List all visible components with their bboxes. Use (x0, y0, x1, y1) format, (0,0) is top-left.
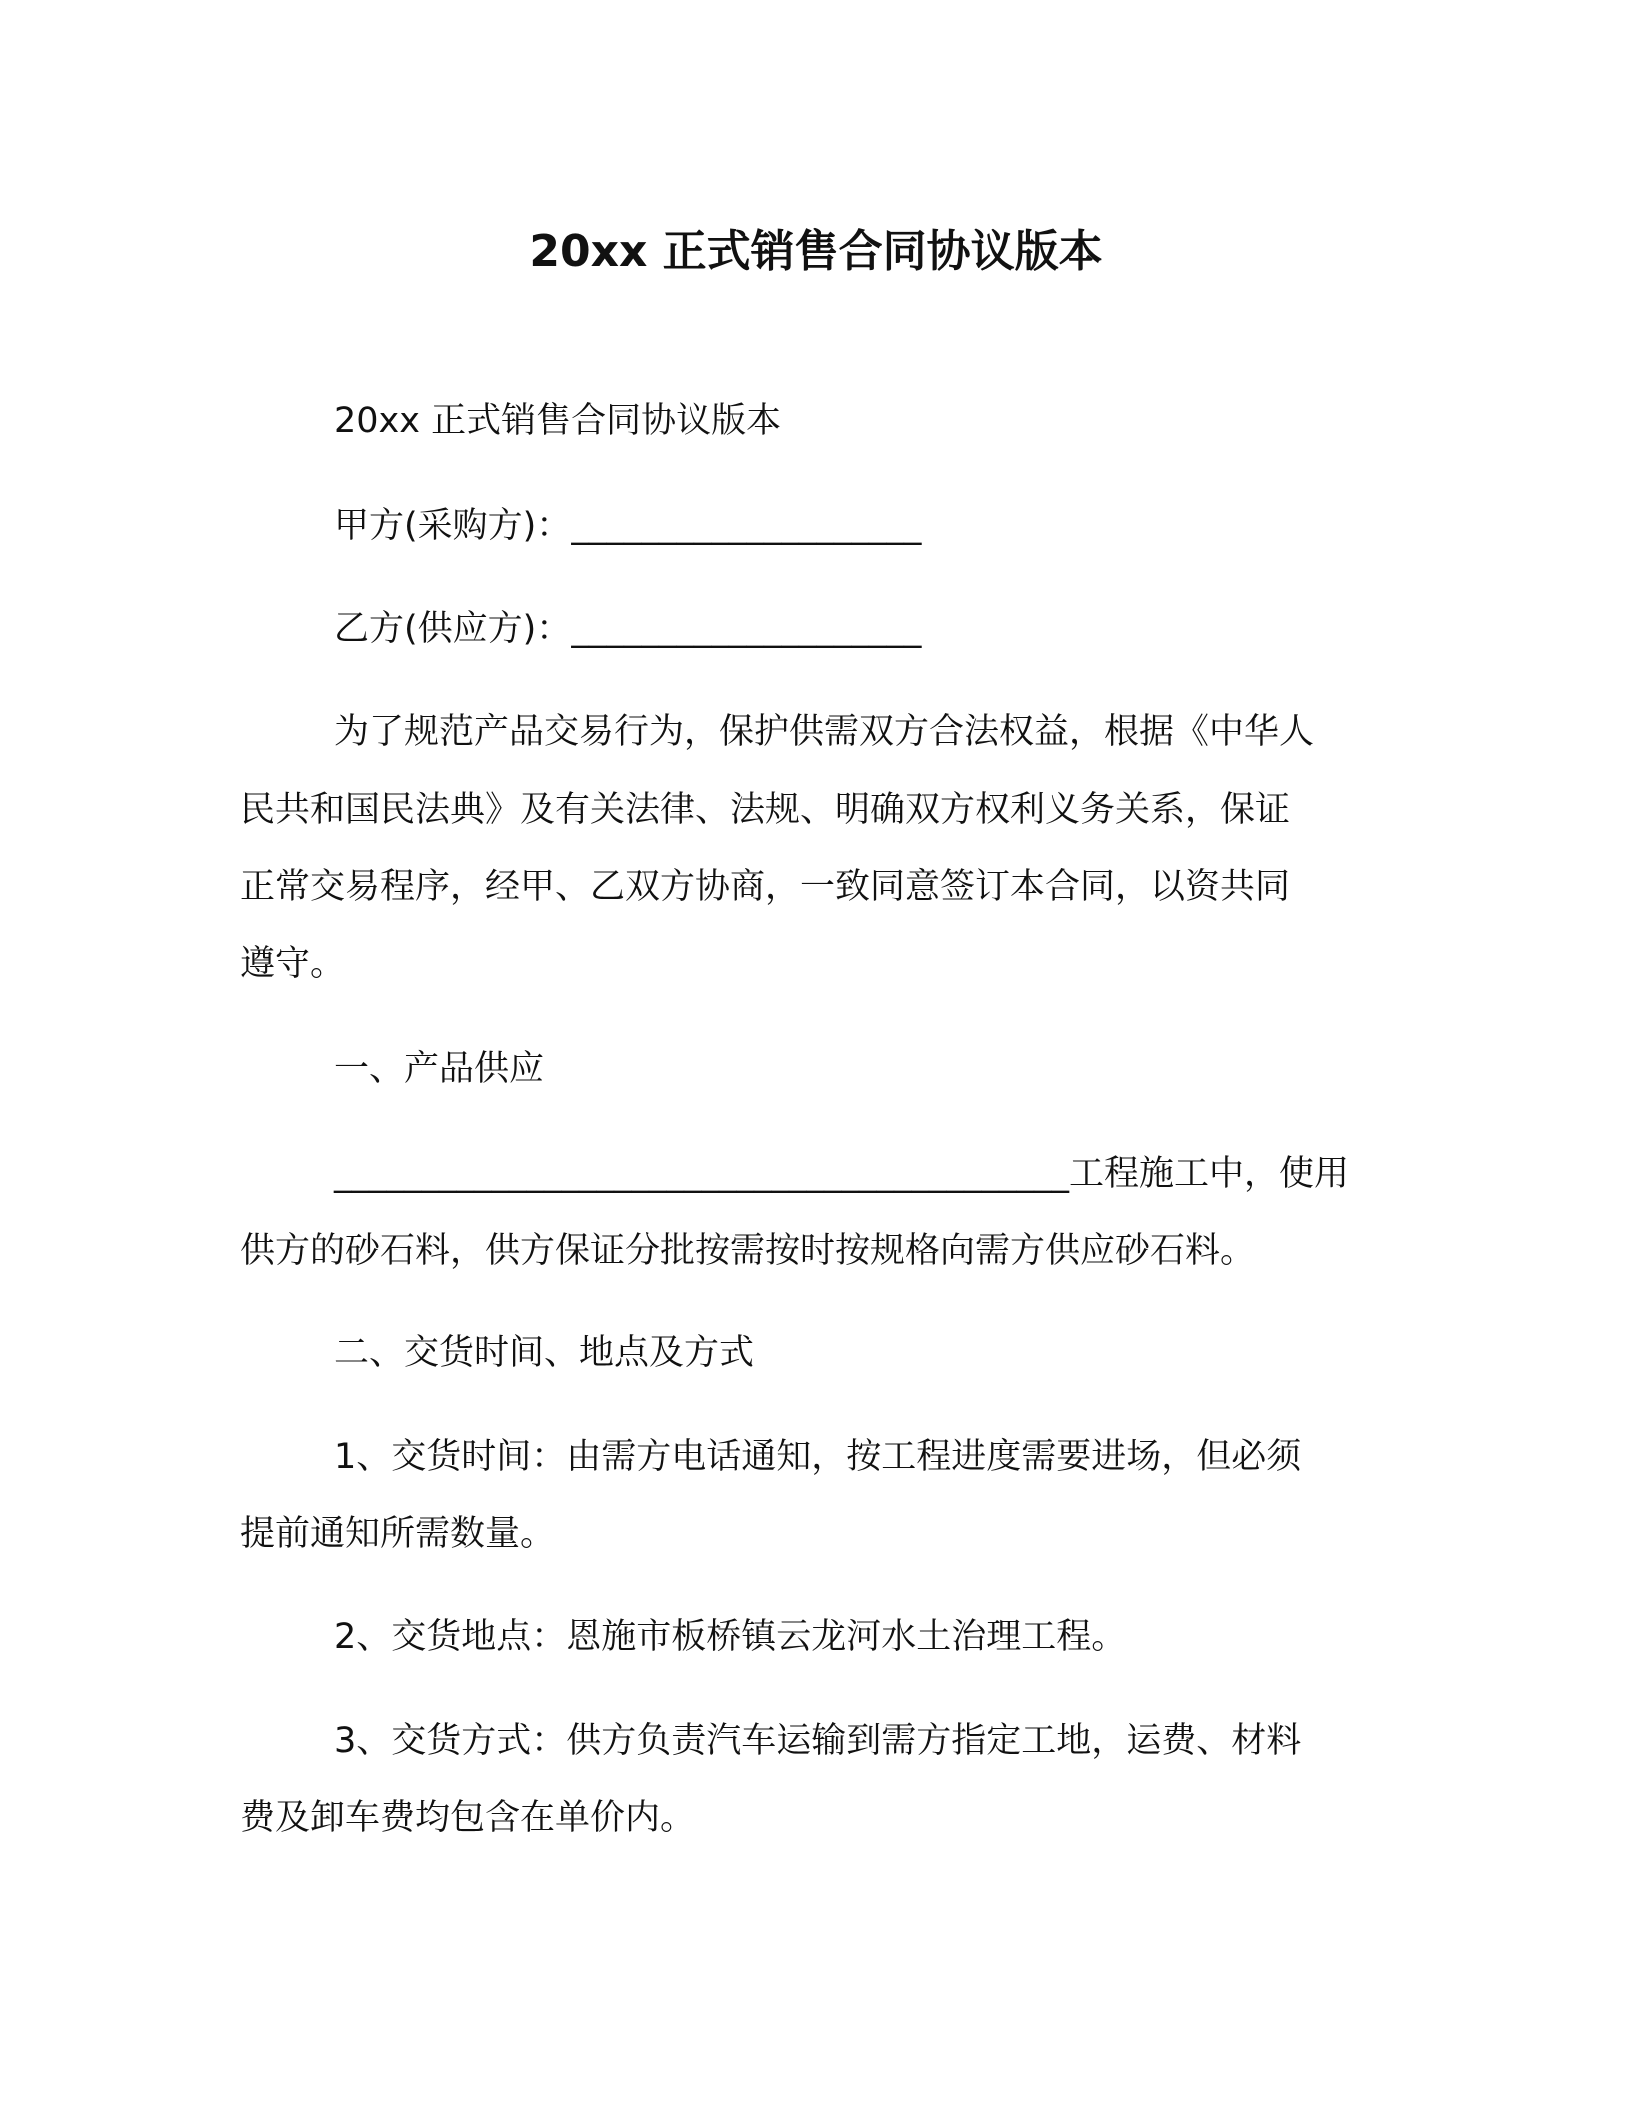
party-a-blank: ____________________ (571, 506, 922, 546)
section-1-heading: 一、产品供应 (334, 1049, 545, 1089)
section-2-item-3-line-1: 3、交货方式：供方负责汽车运输到需方指定工地，运费、材料 (334, 1721, 1302, 1761)
party-b-label: 乙方(供应方)： (334, 609, 572, 649)
party-b-blank: ____________________ (571, 609, 922, 649)
party-b-line (334, 604, 921, 654)
party-a-label: 甲方(采购方)： (334, 506, 572, 546)
section-2-item-2: 2、交货地点：恩施市板桥镇云龙河水土治理工程。 (334, 1617, 1127, 1657)
section-2-heading: 二、交货时间、地点及方式 (334, 1333, 755, 1373)
section-2-item-1-line-1: 1、交货时间：由需方电话通知，按工程进度需要进场，但必须 (334, 1437, 1302, 1477)
section-1-line-2: 供方的砂石料，供方保证分批按需按时按规格向需方供应砂石料。 (240, 1231, 1256, 1271)
section-2-item-1-line-2: 提前通知所需数量。 (240, 1514, 556, 1554)
preamble-line-3: 正常交易程序，经甲、乙双方协商，一致同意签订本合同，以资共同 (240, 867, 1291, 907)
document-title: 20xx 正式销售合同协议版本 (529, 226, 1103, 277)
section-1-blank: __________________________________________ (334, 1154, 1069, 1194)
document-subtitle: 20xx 正式销售合同协议版本 (334, 401, 782, 441)
party-a-line (334, 501, 921, 551)
section-1-text-1: 工程施工中，使用 (1069, 1154, 1350, 1194)
preamble-line-1: 为了规范产品交易行为，保护供需双方合法权益，根据《中华人 (334, 712, 1315, 752)
section-1-line-1 (334, 1149, 1349, 1199)
preamble-line-4: 遵守。 (240, 944, 346, 984)
section-2-item-3-line-2: 费及卸车费均包含在单价内。 (240, 1798, 696, 1838)
preamble-line-2: 民共和国民法典》及有关法律、法规、明确双方权利义务关系，保证 (240, 790, 1291, 830)
